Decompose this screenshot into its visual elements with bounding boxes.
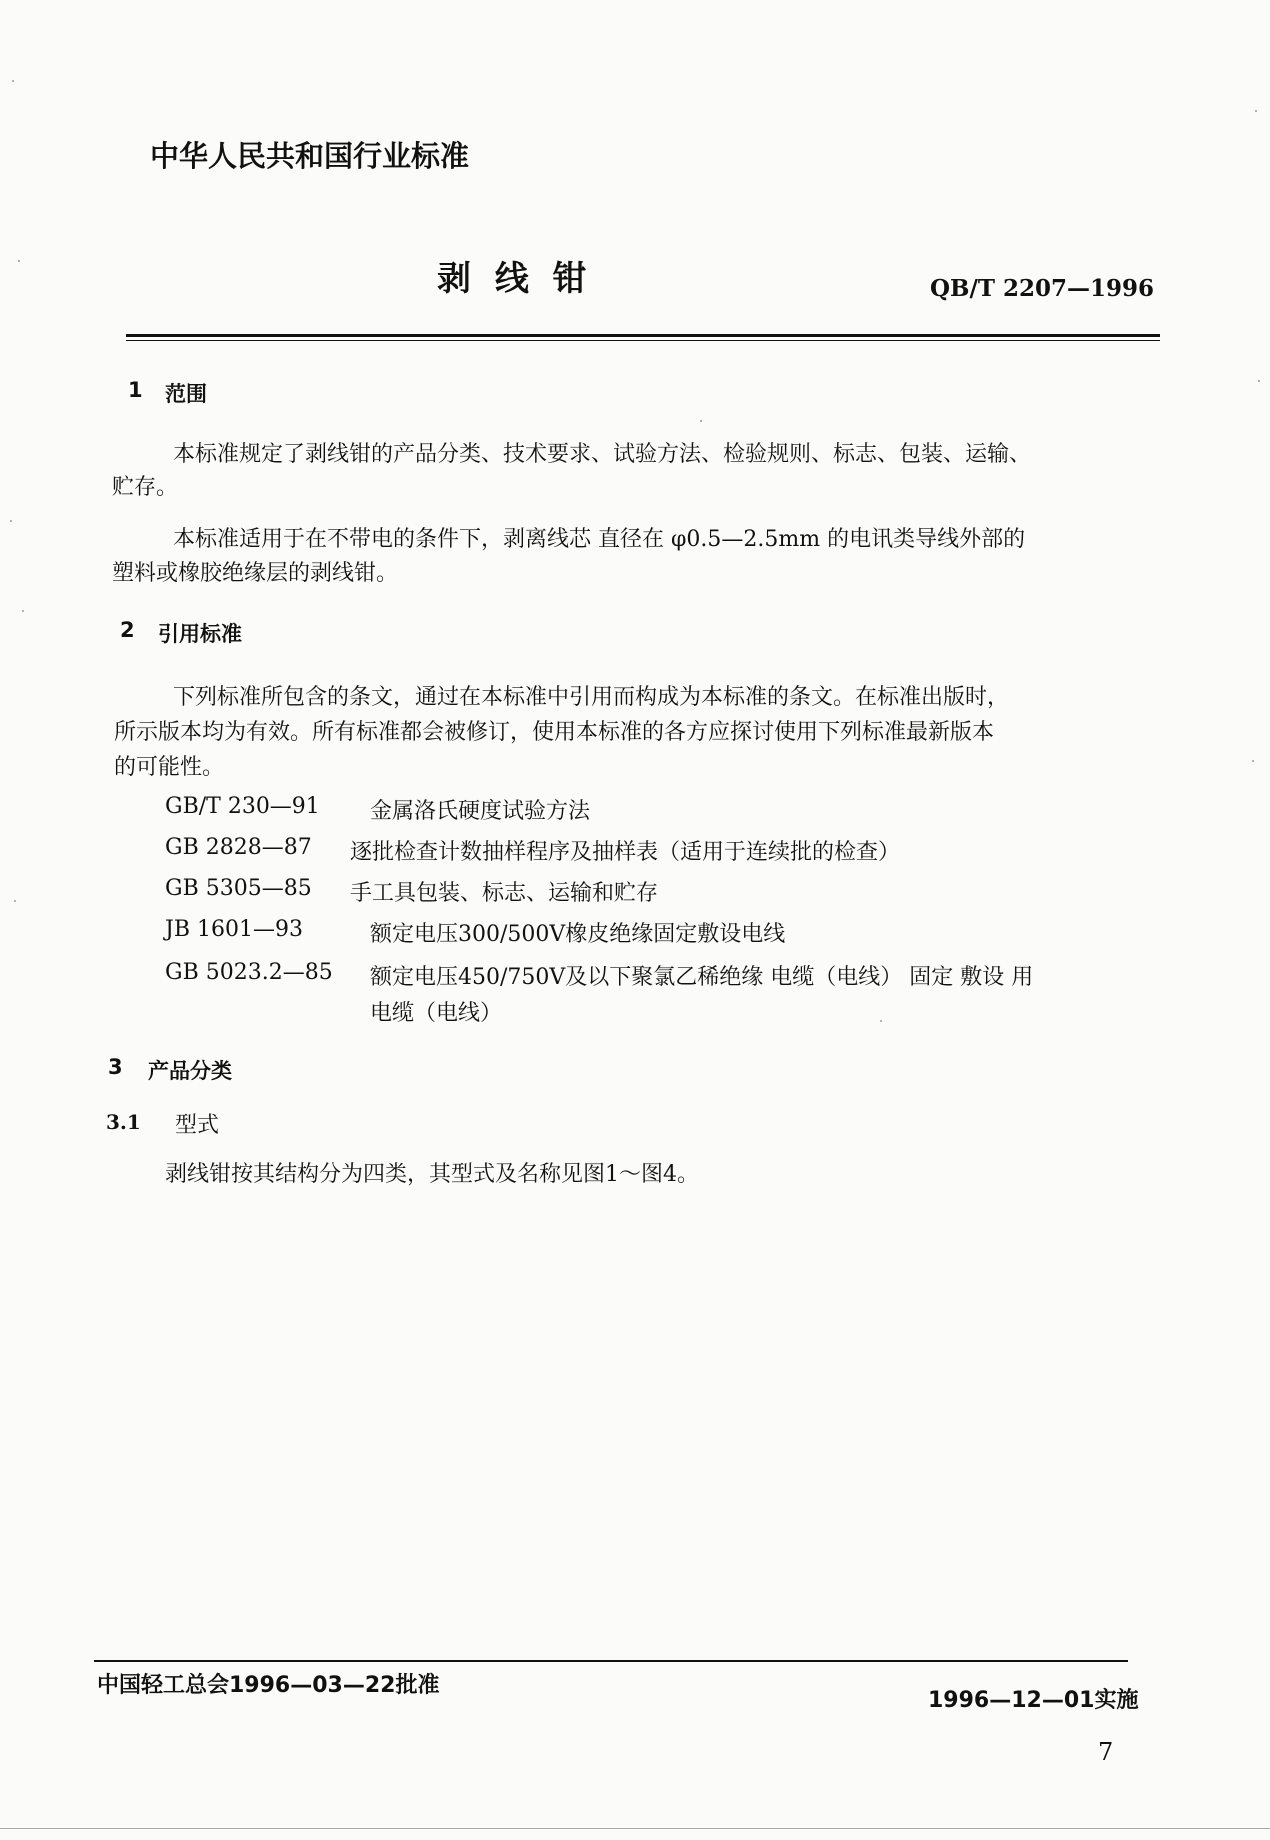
section-2-para-line1: 下列标准所包含的条文，通过在本标准中引用而构成为本标准的条文。在标准出版时，	[173, 685, 1010, 710]
ref-code: GB 5023.2—85	[165, 960, 333, 985]
ref-title-continued: 电缆（电线）	[370, 1001, 503, 1026]
scan-speck	[1255, 110, 1257, 112]
subsection-3-1-title: 型式	[175, 1113, 220, 1138]
effective-date: 1996—12—01实施	[928, 1688, 1139, 1713]
section-3-title: 产品分类	[148, 1059, 232, 1083]
ref-code: GB 2828—87	[165, 835, 312, 860]
header-rule-thin	[126, 340, 1160, 341]
section-1-number: 1	[128, 378, 143, 402]
section-2-para-line2: 所示版本均为有效。所有标准都会被修订，使用本标准的各方应探讨使用下列标准最新版本	[114, 720, 995, 745]
ref-code: JB 1601—93	[165, 917, 303, 942]
scan-speck	[1258, 380, 1260, 382]
scan-speck	[12, 80, 14, 82]
section-2-number: 2	[120, 618, 135, 642]
scan-speck	[1252, 760, 1254, 762]
section-2-para-line3: 的可能性。	[114, 755, 225, 780]
section-1-title: 范围	[165, 382, 207, 406]
ref-title: 金属洛氏硬度试验方法	[370, 799, 591, 824]
subsection-3-1-number: 3.1	[106, 1110, 141, 1134]
org-title: 中华人民共和国行业标准	[150, 139, 470, 173]
scan-edge-line	[0, 1828, 1270, 1829]
section-1-para2-line2: 塑料或橡胶绝缘层的剥线钳。	[112, 561, 399, 586]
approval-line: 中国轻工总会1996—03—22批准	[97, 1673, 440, 1698]
section-1-para2-line1: 本标准适用于在不带电的条件下，剥离线芯 直径在 φ0.5—2.5mm 的电讯类导线外部的	[173, 527, 1026, 552]
scan-speck	[14, 900, 16, 902]
page-number: 7	[1098, 1738, 1114, 1766]
scan-speck	[18, 260, 20, 262]
ref-title: 手工具包装、标志、运输和贮存	[350, 881, 659, 906]
ref-title: 额定电压300/500V橡皮绝缘固定敷设电线	[370, 922, 786, 947]
scan-speck	[700, 420, 702, 422]
section-3-number: 3	[108, 1055, 123, 1079]
footer-rule	[94, 1660, 1128, 1662]
header-rule-thick	[126, 334, 1160, 337]
scan-speck	[880, 1020, 882, 1022]
section-1-para1-line2: 贮存。	[112, 475, 179, 500]
ref-title: 逐批检查计数抽样程序及抽样表（适用于连续批的检查）	[350, 840, 901, 865]
doc-title: 剥 线 钳	[437, 259, 593, 299]
subsection-3-1-para: 剥线钳按其结构分为四类，其型式及名称见图1～图4。	[165, 1162, 699, 1187]
ref-code: GB/T 230—91	[165, 794, 320, 819]
scan-speck	[22, 610, 24, 612]
scan-speck	[10, 520, 12, 522]
standard-number: QB/T 2207—1996	[930, 275, 1155, 302]
section-2-title: 引用标准	[158, 622, 242, 646]
section-1-para1-line1: 本标准规定了剥线钳的产品分类、技术要求、试验方法、检验规则、标志、包装、运输、	[173, 442, 1032, 467]
ref-code: GB 5305—85	[165, 876, 312, 901]
ref-title: 额定电压450/750V及以下聚氯乙稀绝缘 电缆（电线） 固定 敷设 用	[370, 965, 1034, 990]
